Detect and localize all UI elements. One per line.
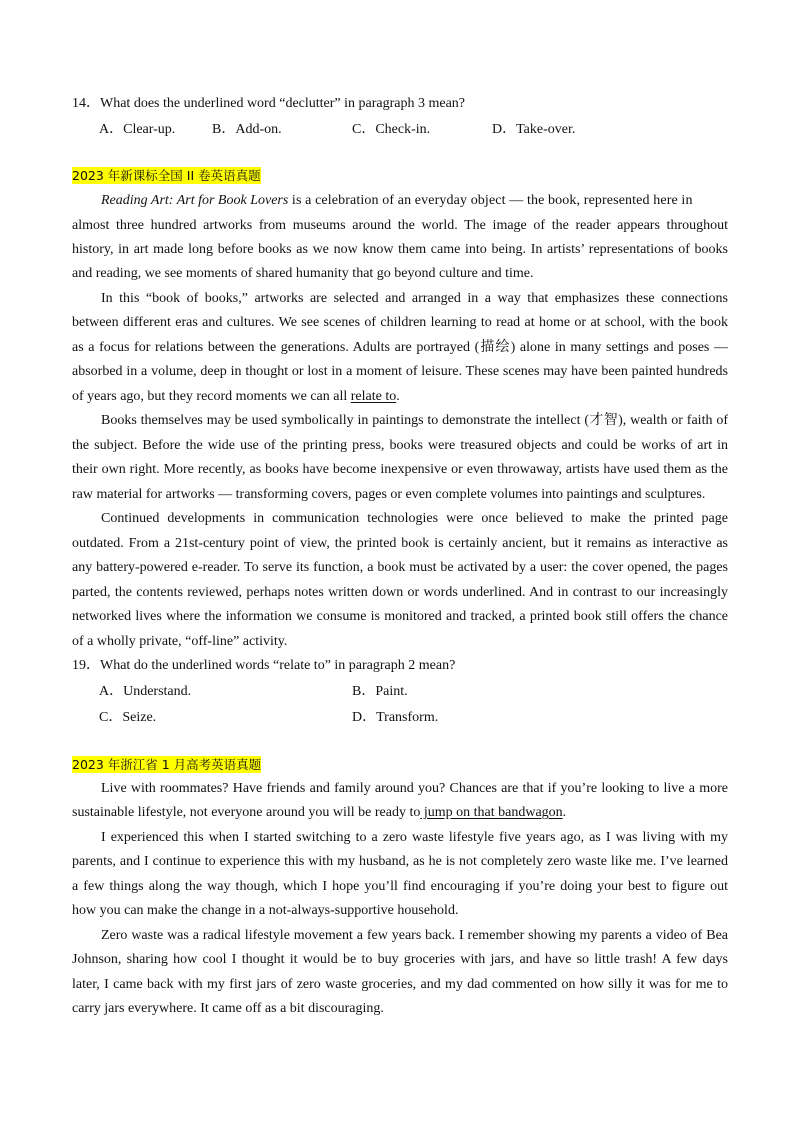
- paragraph-line: parted, the contents reviewed, perhaps notes written down or words underlined. And in contrast to our increasingly: [72, 585, 728, 600]
- q14-option-d: D．Take-over.: [492, 122, 576, 137]
- paragraph-line: any battery-powered e-reader. To serve its function, a book must be activated by a user: the cover opened, the pages: [72, 560, 728, 575]
- paragraph-line: the subject. Before the wide use of the printing press, books were treasured objects and could be works of art in: [72, 438, 728, 453]
- paragraph-line: and reading, we see moments of shared humanity that go beyond culture and time.: [72, 266, 534, 281]
- book-title: Reading Art: Art for Book Lovers: [101, 193, 289, 208]
- paragraph-line: raw material for artworks — transforming covers, pages or even complete volumes into paintings and sculptures.: [72, 487, 706, 502]
- paragraph-line: Zero waste was a radical lifestyle movement a few years back. I remember showing my parents a video of Bea: [101, 928, 728, 943]
- q14-option-a: A．Clear-up.: [99, 122, 176, 137]
- paragraph-line: a few things along the way though, which I hope you’ll find encouraging if you’re doing your best to figure out: [72, 879, 728, 894]
- paragraph-line: their own right. More recently, as books have become inexpensive or even throwaway, artists have used them as the: [72, 462, 728, 477]
- paragraph-line: parents, and I continue to experience this with my husband, as he is not completely zero waste like me. I’ve learned: [72, 854, 728, 869]
- paragraph-line: history, in art made long before books as we now know them came into being. In artists’ representations of books: [72, 242, 728, 257]
- paragraph-line: how you can make the change in a not-always-supportive household.: [72, 903, 459, 918]
- paragraph-line: sustainable lifestyle, not everyone around you will be ready to jump on that bandwagon.: [72, 805, 567, 820]
- paragraph-line: Live with roommates? Have friends and family around you? Chances are that if you’re looking to live a more: [101, 781, 728, 796]
- underlined-phrase: relate to: [350, 389, 397, 404]
- question-14-stem: 14．What does the underlined word “declutter” in paragraph 3 mean?: [72, 96, 466, 111]
- paragraph-line: In this “book of books,” artworks are selected and arranged in a way that emphasizes these connections: [101, 291, 728, 306]
- paragraph-line: networked lives where the information we consume is monitored and tracked, a printed book still offers the chance: [72, 609, 728, 624]
- paragraph-line: carry jars everywhere. It came off as a bit discouraging.: [72, 1001, 384, 1016]
- paragraph-line: later, I came back with my first jars of zero waste groceries, and my dad commented on how silly it was for me to: [72, 977, 728, 992]
- paragraph-line: Books themselves may be used symbolically in paintings to demonstrate the intellect (才智), wealth or faith of: [101, 413, 728, 428]
- paragraph-line: Reading Art: Art for Book Lovers is a celebration of an everyday object — the book, represented here in: [101, 193, 693, 208]
- paragraph-line: I experienced this when I started switching to a zero waste lifestyle five years ago, as I was living with my: [101, 830, 728, 845]
- paragraph-line: absorbed in a volume, deep in thought or lost in a moment of leisure. These scenes may have been painted hundreds: [72, 364, 728, 379]
- paragraph-line: of a wholly private, “off-line” activity.: [72, 634, 288, 649]
- paragraph-line: outdated. From a 21st-century point of view, the printed book is certainly ancient, but it remains as interactive as: [72, 536, 728, 551]
- source-tag: 2023 年新课标全国 II 卷英语真题: [72, 168, 261, 183]
- question-19-stem: 19．What do the underlined words “relate to” in paragraph 2 mean?: [72, 658, 456, 673]
- paragraph-line: between different eras and cultures. We see scenes of children learning to read at home or at school, with the book: [72, 315, 728, 330]
- paragraph-line: Johnson, sharing how cool I thought it would be to buy groceries with jars, and have so little trash! A few days: [72, 952, 728, 967]
- q19-option-c: C．Seize.: [99, 710, 157, 725]
- paragraph-line: as a focus for relations between the generations. Adults are portrayed (描绘) alone in many settings and poses —: [72, 340, 728, 355]
- q19-option-d: D．Transform.: [352, 710, 439, 725]
- q14-option-b: B．Add-on.: [212, 122, 282, 137]
- q19-option-a: A．Understand.: [99, 684, 192, 699]
- underlined-phrase: jump on that bandwagon: [420, 805, 563, 820]
- q14-option-c: C．Check-in.: [352, 122, 431, 137]
- paragraph-line: of years ago, but they record moments we can all relate to.: [72, 389, 400, 404]
- source-tag: 2023 年浙江省 1 月高考英语真题: [72, 757, 262, 772]
- paragraph-line: Continued developments in communication technologies were once believed to make the printed page: [101, 511, 728, 526]
- paragraph-line: almost three hundred artworks from museums around the world. The image of the reader appears throughout: [72, 218, 728, 233]
- q19-option-b: B．Paint.: [352, 684, 408, 699]
